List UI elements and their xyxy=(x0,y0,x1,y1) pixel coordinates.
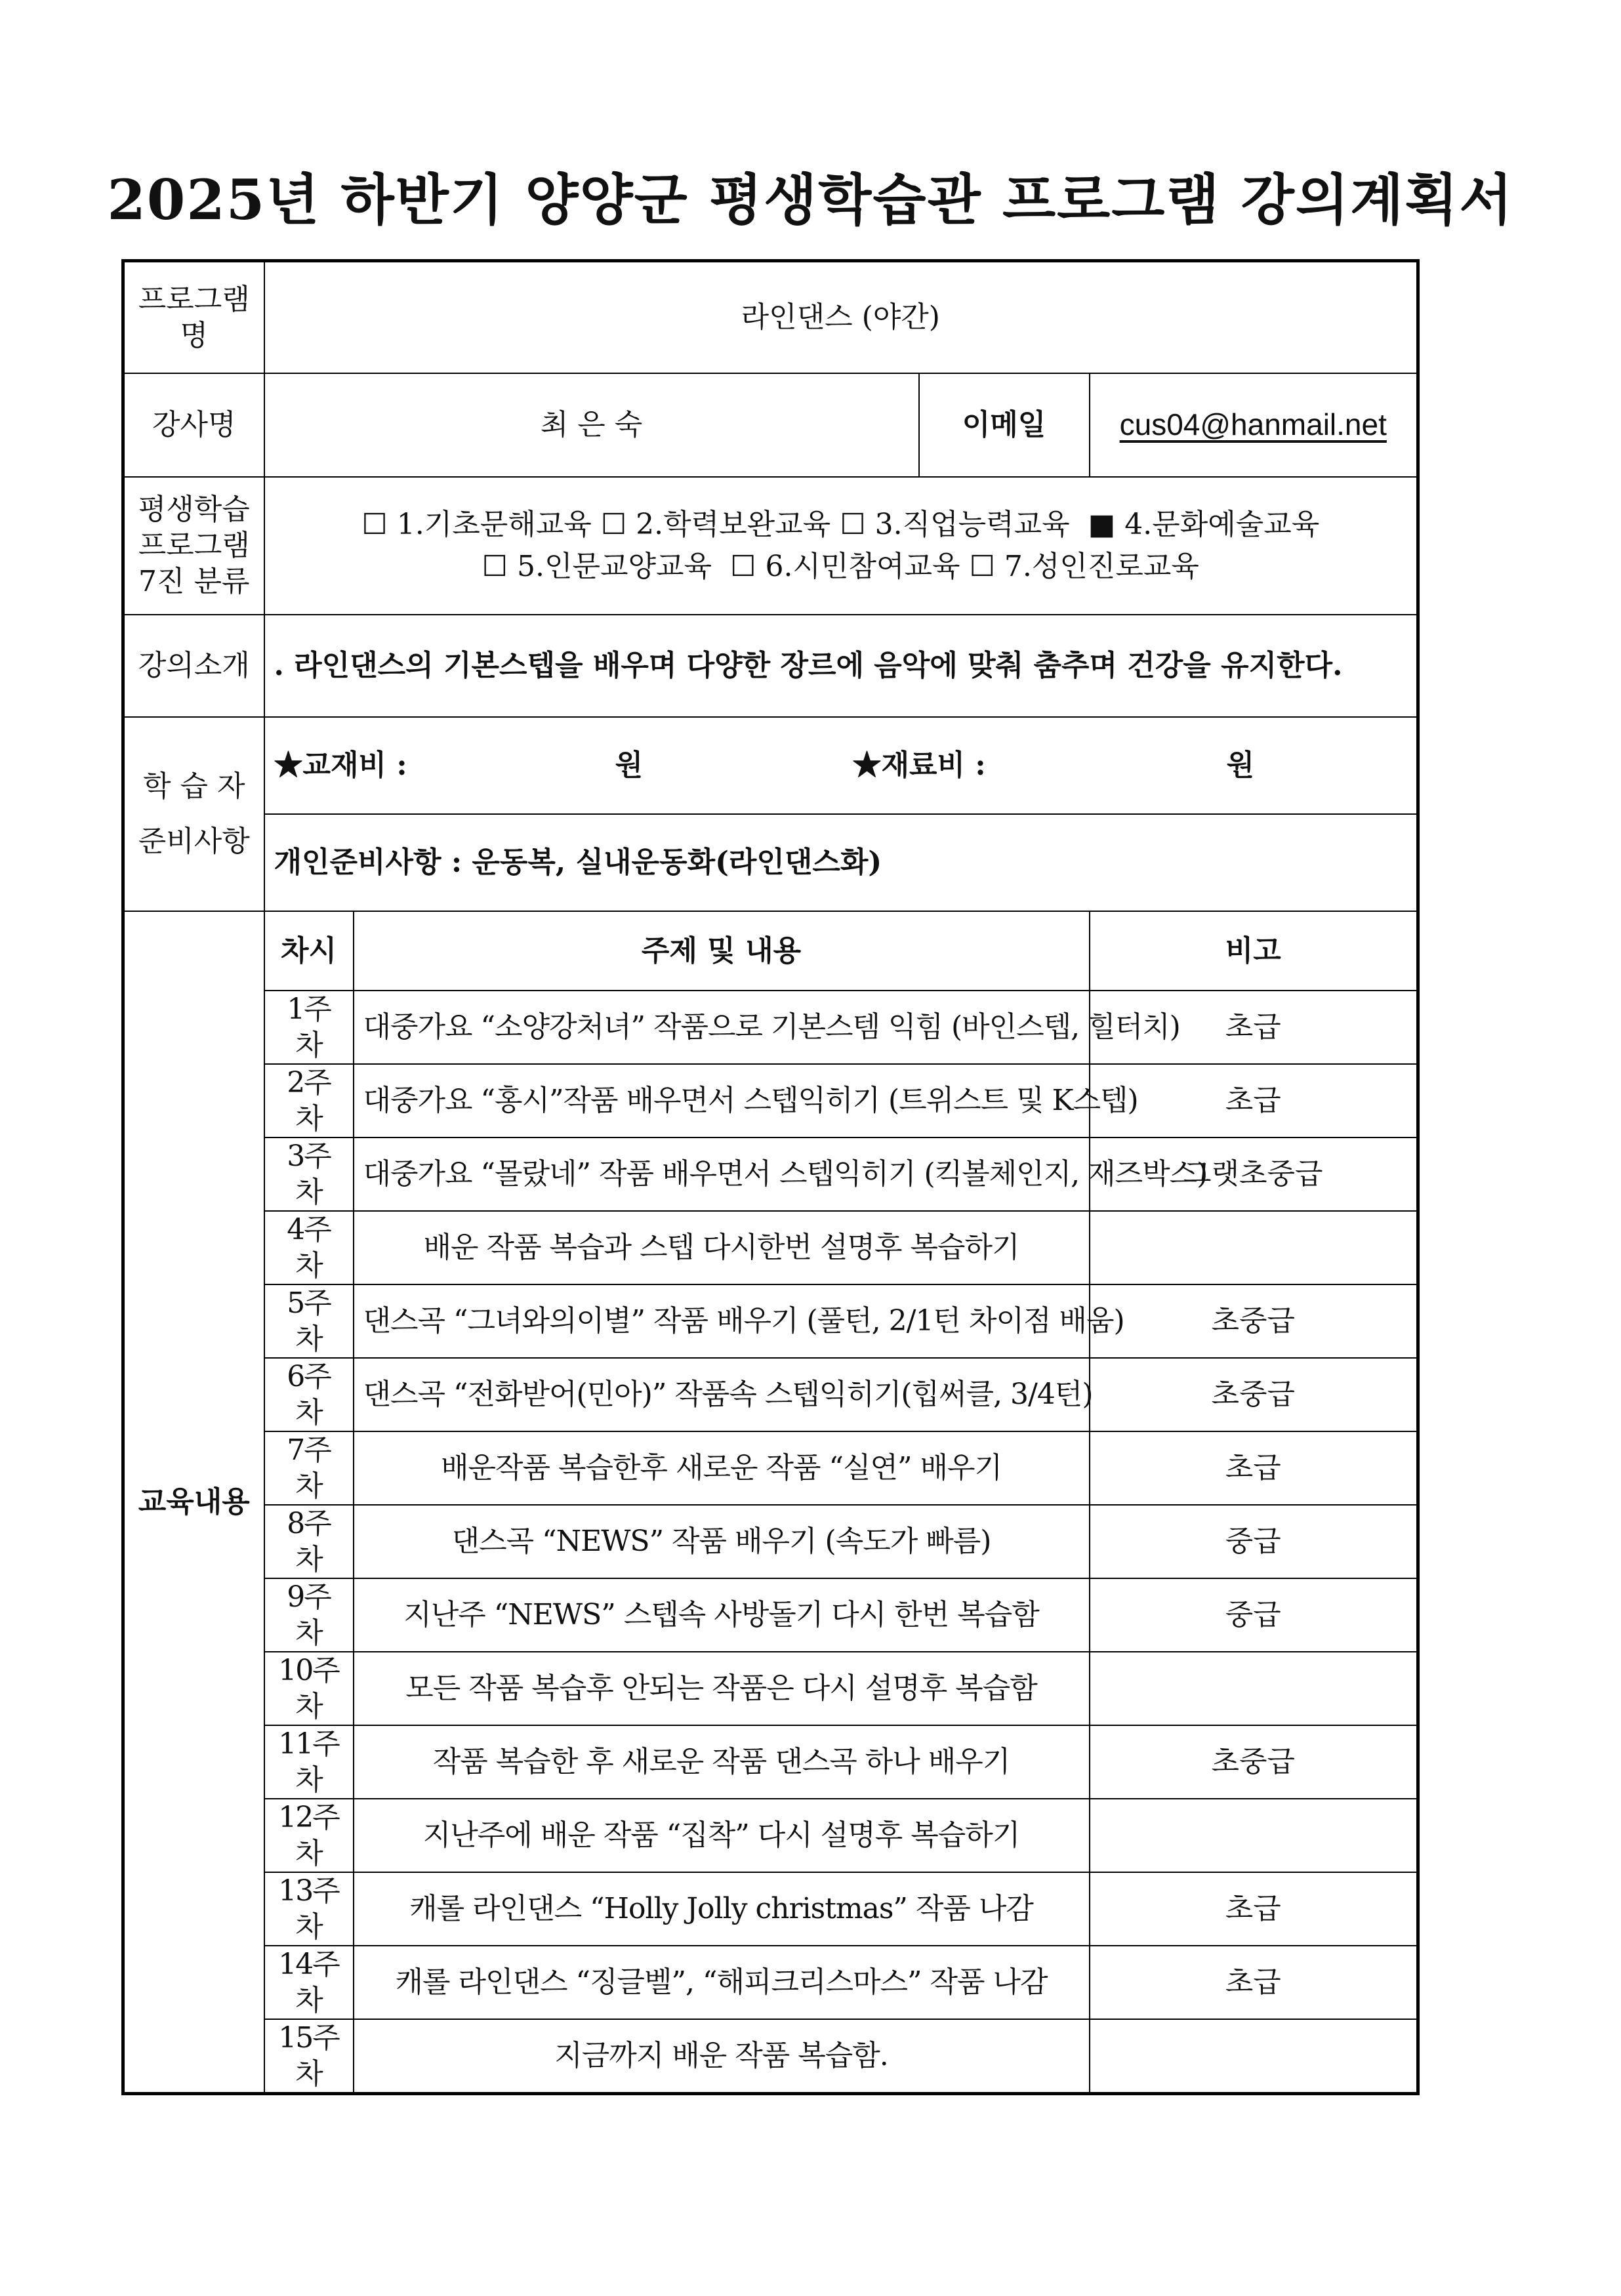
document-title: 2025년 하반기 양양군 평생학습관 프로그램 강의계획서 xyxy=(107,167,1514,232)
topic-cell: 캐롤 라인댄스 “징글벨”, “해피크리스마스” 작품 나감 xyxy=(354,1946,1090,2019)
classification-label-line: 평생학습 xyxy=(138,493,250,526)
session-cell: 6주차 xyxy=(264,1358,354,1431)
session-cell: 8주차 xyxy=(264,1505,354,1578)
session-cell: 13주차 xyxy=(264,1872,354,1946)
textbook-fee-unit: 원 xyxy=(615,748,644,782)
topic-cell: 댄스곡 “그녀와의이별” 작품 배우기 (풀턴, 2/1턴 차이점 배움) xyxy=(354,1284,1090,1358)
textbook-fee-label: ★교재비 : xyxy=(274,748,407,782)
prep-label-line: 준비사항 xyxy=(138,824,250,858)
prep-label-line: 학 습 자 xyxy=(143,769,245,803)
checkbox-icon[interactable]: ☐ xyxy=(730,549,756,583)
table-row xyxy=(123,1064,1418,1138)
classification-options xyxy=(264,477,1418,615)
topic-cell: 대중가요 “소양강처녀” 작품으로 기본스템 익힘 (바인스텝, 힐터치) xyxy=(354,991,1090,1064)
topic-cell: 캐롤 라인댄스 “Holly Jolly christmas” 작품 나감 xyxy=(354,1872,1090,1946)
table-row xyxy=(123,1799,1418,1872)
checkbox-icon[interactable]: ☐ xyxy=(840,507,866,541)
checkbox-icon[interactable]: ☐ xyxy=(600,507,627,541)
note-cell: 초중급 xyxy=(1090,1725,1418,1799)
classification-line-1 xyxy=(274,504,1408,546)
classification-row xyxy=(123,477,1418,615)
prep-fees-row xyxy=(123,717,1418,814)
prep-fees xyxy=(264,717,1418,814)
curriculum-label: 교육내용 xyxy=(123,911,264,2094)
instructor-value: 최 은 숙 xyxy=(264,373,919,477)
table-row xyxy=(123,1358,1418,1431)
note-cell: 중급 xyxy=(1090,1578,1418,1652)
note-cell: 초급 xyxy=(1090,1872,1418,1946)
checkbox-icon[interactable]: ☐ xyxy=(482,549,508,583)
topic-cell: 작품 복습한 후 새로운 작품 댄스곡 하나 배우기 xyxy=(354,1725,1090,1799)
session-cell: 5주차 xyxy=(264,1284,354,1358)
table-row xyxy=(123,1284,1418,1358)
topic-cell: 지난주 “NEWS” 스텝속 사방돌기 다시 한번 복습함 xyxy=(354,1578,1090,1652)
topic-cell: 대중가요 “몰랐네” 작품 배우면서 스텝익히기 (킥볼체인지, 재즈박스) xyxy=(354,1138,1090,1211)
checkbox-checked-icon[interactable]: ■ xyxy=(1088,507,1116,541)
note-cell: 초급 xyxy=(1090,1064,1418,1138)
topic-header: 주제 및 내용 xyxy=(354,911,1090,991)
note-cell: 초중급 xyxy=(1090,1284,1418,1358)
session-cell: 4주차 xyxy=(264,1211,354,1284)
table-row xyxy=(123,1946,1418,2019)
category-label: 3.직업능력교육 xyxy=(874,507,1070,541)
session-header: 차시 xyxy=(264,911,354,991)
table-row xyxy=(123,2019,1418,2094)
classification-line-2 xyxy=(274,546,1408,588)
session-cell: 2주차 xyxy=(264,1064,354,1138)
topic-cell: 댄스곡 “전화받어(민아)” 작품속 스텝익히기(힙써클, 3/4턴) xyxy=(354,1358,1090,1431)
checkbox-icon[interactable]: ☐ xyxy=(969,549,995,583)
program-label: 프로그램명 xyxy=(123,261,264,373)
category-label: 7.성인진로교육 xyxy=(1004,549,1199,583)
session-cell: 10주차 xyxy=(264,1652,354,1725)
note-cell: 그랫초중급 xyxy=(1090,1138,1418,1211)
session-cell: 11주차 xyxy=(264,1725,354,1799)
note-cell: 초급 xyxy=(1090,991,1418,1064)
lecture-plan-table xyxy=(121,259,1420,2095)
topic-cell: 지난주에 배운 작품 “집착” 다시 설명후 복습하기 xyxy=(354,1799,1090,1872)
table-row xyxy=(123,1872,1418,1946)
note-cell: 중급 xyxy=(1090,1505,1418,1578)
topic-cell: 대중가요 “홍시”작품 배우면서 스텝익히기 (트위스트 및 K스텝) xyxy=(354,1064,1090,1138)
table-row xyxy=(123,1652,1418,1725)
intro-row xyxy=(123,615,1418,717)
email-link[interactable]: cus04@hanmail.net xyxy=(1119,407,1387,441)
note-cell xyxy=(1090,1652,1418,1725)
table-row xyxy=(123,1138,1418,1211)
note-cell: 초중급 xyxy=(1090,1358,1418,1431)
session-cell: 3주차 xyxy=(264,1138,354,1211)
classification-label-line: 프로그램 xyxy=(138,529,250,562)
category-label: 6.시민참여교육 xyxy=(765,549,960,583)
email-cell xyxy=(1090,373,1418,477)
category-label: 1.기초문해교육 xyxy=(396,507,592,541)
instructor-row xyxy=(123,373,1418,477)
session-cell: 7주차 xyxy=(264,1431,354,1505)
topic-cell: 지금까지 배운 작품 복습함. xyxy=(354,2019,1090,2094)
curriculum-header-row xyxy=(123,911,1418,991)
intro-label: 강의소개 xyxy=(123,615,264,717)
note-cell: 초급 xyxy=(1090,1431,1418,1505)
table-row xyxy=(123,1431,1418,1505)
prep-personal-row xyxy=(123,814,1418,911)
note-cell: 초급 xyxy=(1090,1946,1418,2019)
session-cell: 1주차 xyxy=(264,991,354,1064)
session-cell: 9주차 xyxy=(264,1578,354,1652)
prep-personal: 개인준비사항 : 운동복, 실내운동화(라인댄스화) xyxy=(264,814,1418,911)
table-row xyxy=(123,1505,1418,1578)
prep-label xyxy=(123,717,264,911)
instructor-label: 강사명 xyxy=(123,373,264,477)
note-cell xyxy=(1090,1799,1418,1872)
material-fee-unit: 원 xyxy=(1226,748,1255,782)
table-row xyxy=(123,1578,1418,1652)
email-label: 이메일 xyxy=(919,373,1090,477)
table-row xyxy=(123,1211,1418,1284)
session-cell: 12주차 xyxy=(264,1799,354,1872)
material-fee-label: ★재료비 : xyxy=(852,748,986,782)
session-cell: 15주차 xyxy=(264,2019,354,2094)
classification-label-line: 7진 분류 xyxy=(138,565,250,598)
note-cell xyxy=(1090,1211,1418,1284)
topic-cell: 배운작품 복습한후 새로운 작품 “실연” 배우기 xyxy=(354,1431,1090,1505)
checkbox-icon[interactable]: ☐ xyxy=(361,507,388,541)
table-row xyxy=(123,1725,1418,1799)
note-cell xyxy=(1090,2019,1418,2094)
topic-cell: 배운 작품 복습과 스텝 다시한번 설명후 복습하기 xyxy=(354,1211,1090,1284)
program-row xyxy=(123,261,1418,373)
category-label: 4.문화예술교육 xyxy=(1124,507,1320,541)
classification-label xyxy=(123,477,264,615)
topic-cell: 댄스곡 “NEWS” 작품 배우기 (속도가 빠름) xyxy=(354,1505,1090,1578)
table-row xyxy=(123,991,1418,1064)
note-header: 비고 xyxy=(1090,911,1418,991)
session-cell: 14주차 xyxy=(264,1946,354,2019)
category-label: 2.학력보완교육 xyxy=(636,507,831,541)
category-label: 5.인문교양교육 xyxy=(517,549,712,583)
intro-value: . 라인댄스의 기본스텝을 배우며 다양한 장르에 음악에 맞춰 춤추며 건강을 유지한다. xyxy=(264,615,1418,717)
program-value: 라인댄스 (야간) xyxy=(264,261,1418,373)
topic-cell: 모든 작품 복습후 안되는 작품은 다시 설명후 복습함 xyxy=(354,1652,1090,1725)
